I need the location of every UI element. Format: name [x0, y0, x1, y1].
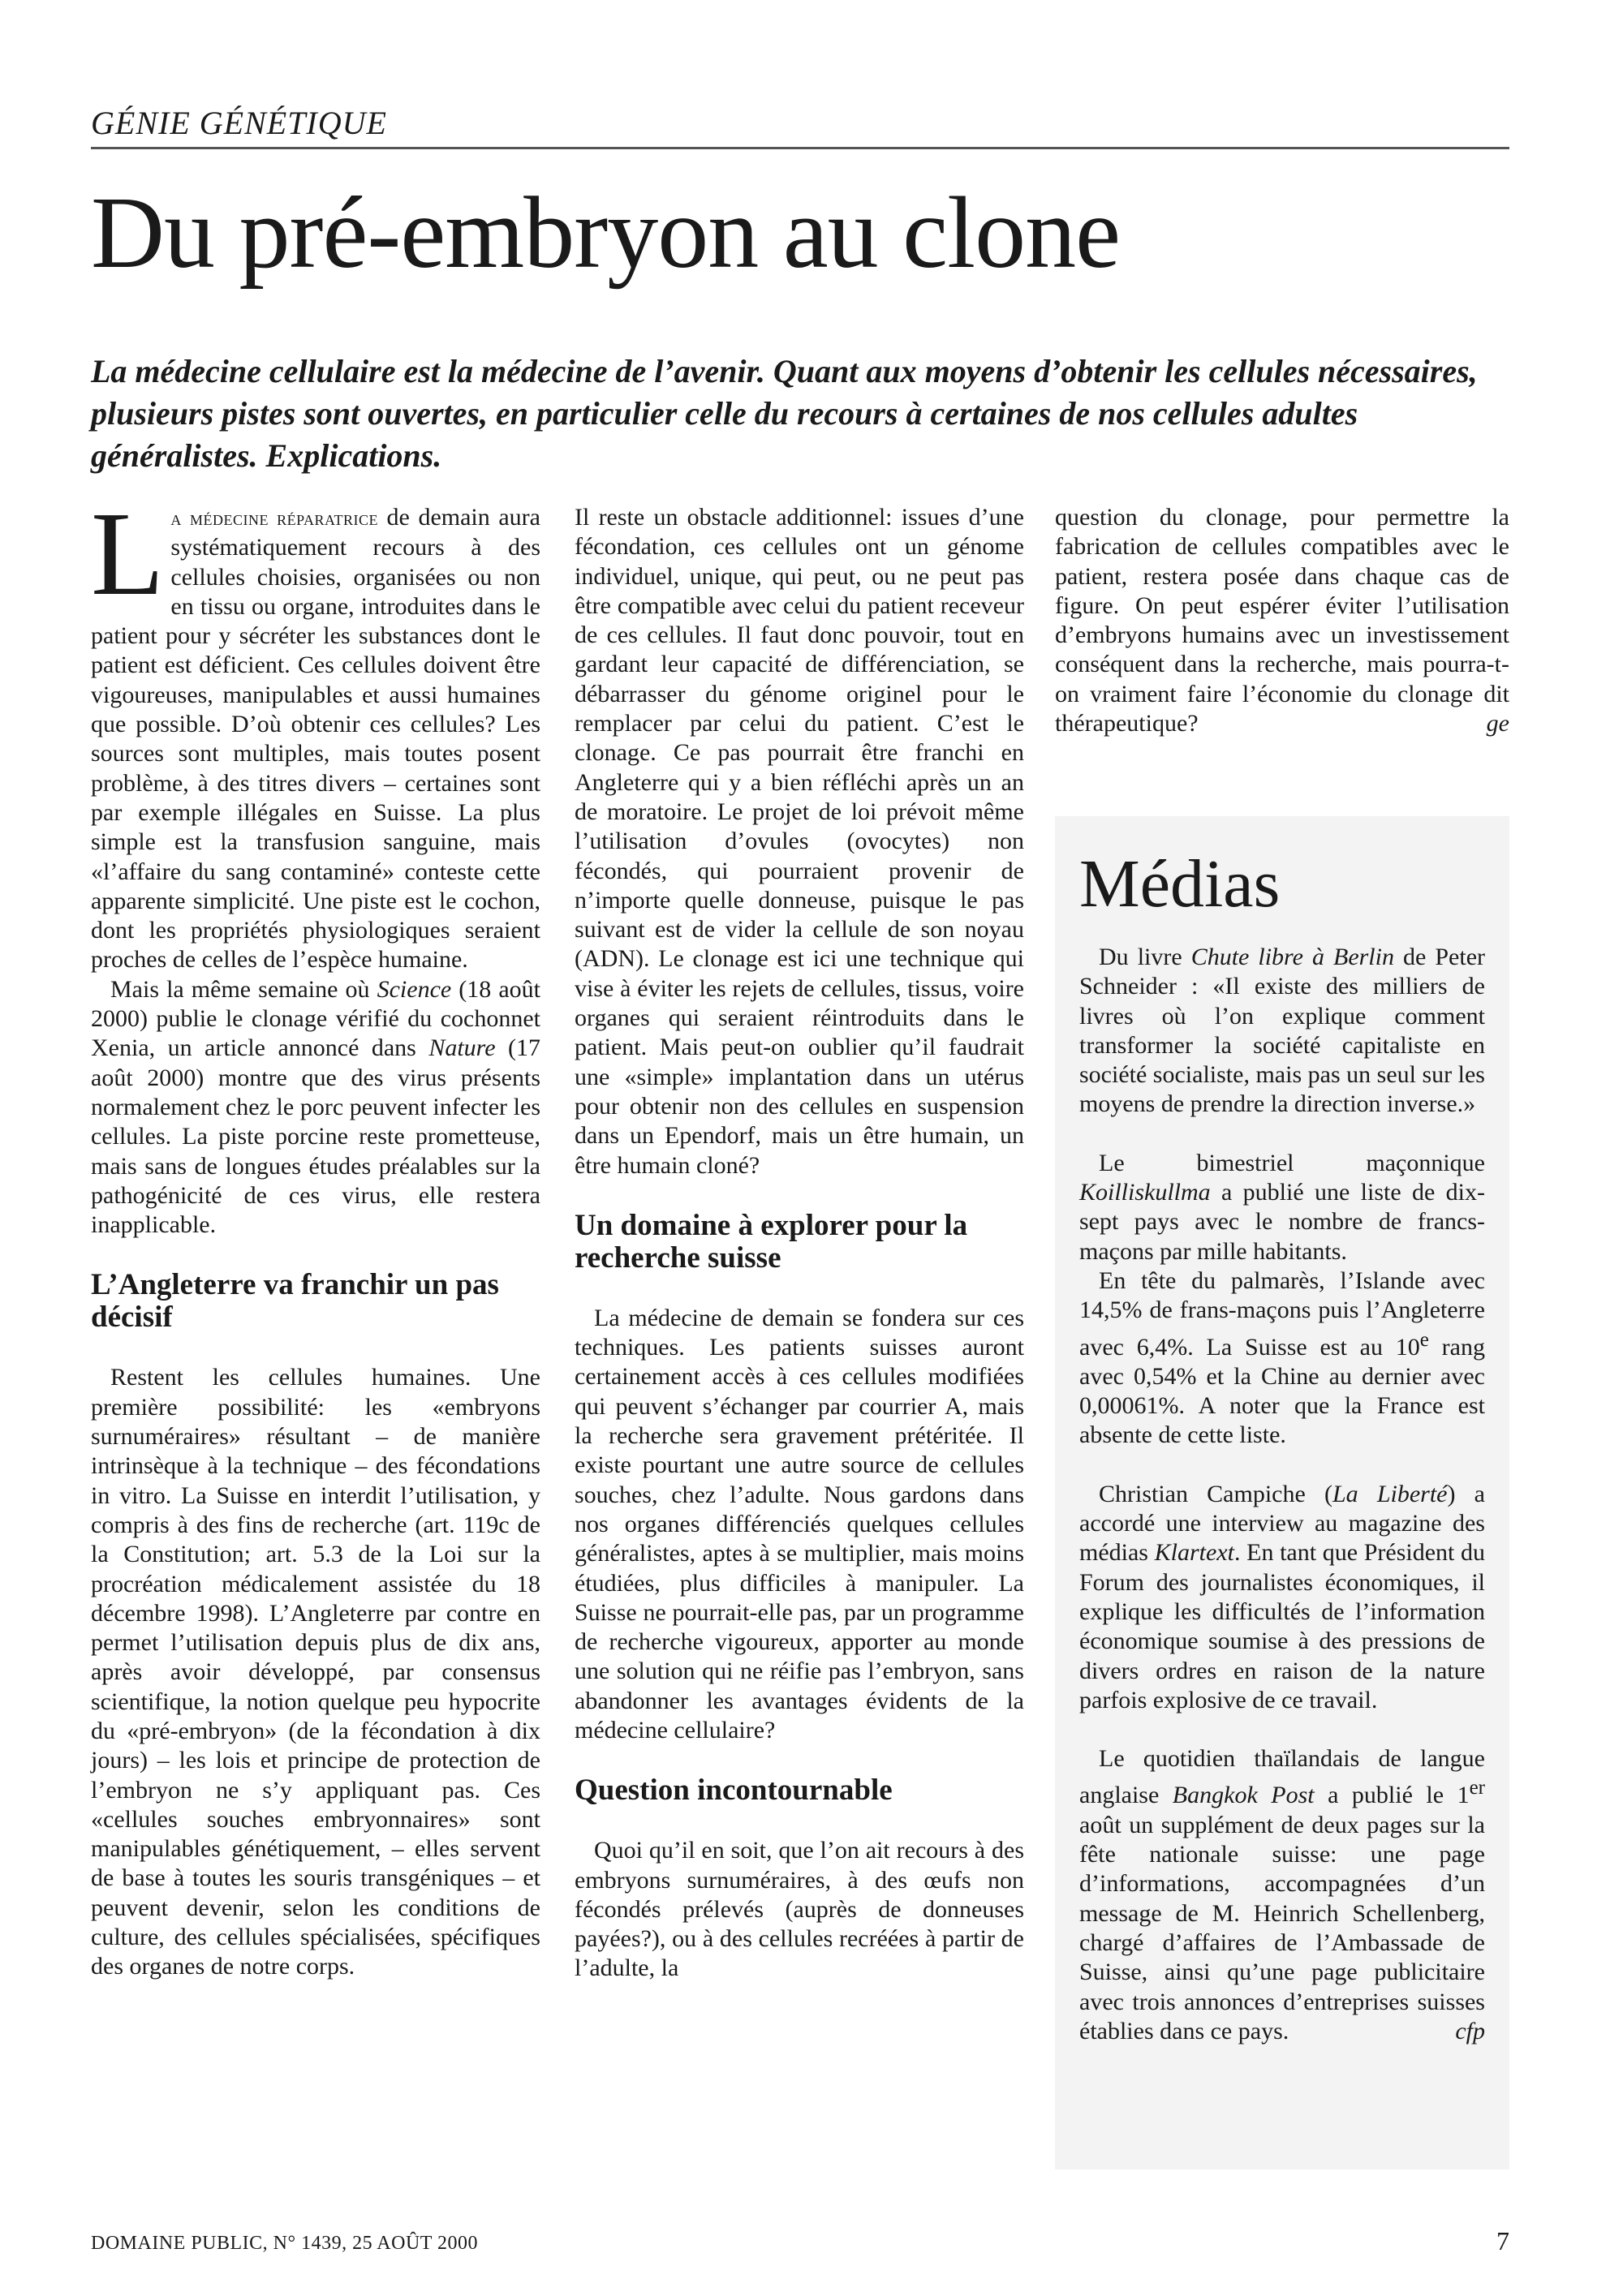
text-run: (17 août 2000) montre que des virus présents normalement chez le porc peuvent infecter les cellules. La piste porcine reste prometteuse, mais sans de longues études préalables sur la pathogénicité de ces virus, elle restera inapplicable. — [91, 1034, 540, 1239]
subheading-angleterre: L’Angleterre va franchir un pas décisif — [91, 1268, 499, 1335]
column-3 — [1055, 503, 1509, 738]
text-run: Le quotidien thaïlandais de langue anglaise — [1079, 1745, 1485, 1809]
page-number: 7 — [1496, 2226, 1509, 2255]
text-run: En tête du palmarès, l’Islande avec 14,5% de frans-maçons puis l’Angleterre avec 6,4%. La Suisse est au 10 — [1079, 1266, 1485, 1361]
text-run: août un supplément de deux pages sur la fête nationale suisse: une page d’informations, accompagnées d’un message de M. Heinrich Schellenberg, chargé d’affaires de l’Ambassade de Suisse, ainsi qu’une page publicitaire avec trois annonces d’entreprises suisses établies dans ce pays. — [1079, 1811, 1485, 2044]
subheading-question: Question incontournable — [575, 1774, 893, 1808]
text-run: . En tant que Président du Forum des journalistes économiques, il explique les difficultés de l’information économique soumise à des pressions de divers ordres en raison de la nature parfois explosive de ce travail. — [1079, 1539, 1486, 1713]
text-run: ) a accordé une interview au magazine des médias — [1079, 1480, 1485, 1567]
journal-name: Science — [377, 975, 452, 1003]
sidebar-content — [1079, 836, 1485, 2046]
text-run: Christian Campiche ( — [1099, 1480, 1332, 1507]
newspaper-name: La Liberté — [1332, 1480, 1448, 1507]
article-lead: La médecine cellulaire est la médecine de l’avenir. Quant aux moyens d’obtenir les cellules nécessaires, plusieurs pistes sont ouvertes, en particulier celle du recours à certaines de nos cellules adultes généralistes. Explications. — [91, 353, 1478, 474]
text-run: Du livre — [1099, 944, 1191, 970]
text-run: de Peter Schneider : «Il existe des milliers de livres où l’on explique comment transformer la société capitaliste en société socialiste, mais pas un seul sur les moyens de prendre la direction inverse.» — [1079, 944, 1485, 1118]
text-run: (18 août 2000) publie le clonage vérifié du cochonnet Xenia, un article annoncé dans — [91, 975, 541, 1062]
paragraph — [91, 975, 540, 1240]
paragraph: La médecine de demain se fondera sur ces techniques. Les patients suisses auront certainement accès à ces cellules modifiées qui peuvent s’échanger par courrier A, mais la recherche sera gravement prétéritée. Il existe pourtant une autre source de cellules souches, chez l’adulte. Nous gardons dans nos organes différenciés quelques cellules généralistes, aptes à se multiplier, mais moins étudiées, plus difficiles à manipuler. La Suisse ne pourrait-elle pas, par un programme de recherche vigoureux, apporter au monde une solution qui ne réifie pas l’embryon, sans abandonner les avantages évidents de la médecine cellulaire? — [575, 1304, 1024, 1743]
magazine-name: Klartext — [1154, 1539, 1234, 1567]
paragraph-text: de demain aura systématiquement recours à des cellules choisies, organisées ou non en tissu ou organe, introduites dans le patient pour y sécréter les substances dont le patient est déficient. Ces cellules doivent être vigoureuses, manipulables et aussi humaines que possible. D’où obtenir ces cellules? Les sources sont multiples, mais toutes posent problème, à des titres divers – certaines sont par exemple illégales en Suisse. La plus simple est la transfusion sanguine, mais «l’affaire du sang contaminé» conteste cette apparente simplicité. Une piste est le cochon, dont les propriétés physiologiques seraient proches de celles de l’espèce humaine. — [91, 504, 540, 974]
sidebar-title: Médias — [1079, 846, 1281, 922]
section-rubric: GÉNIE GÉNÉTIQUE — [91, 104, 1509, 149]
sidebar-item — [1079, 1266, 1485, 1451]
footer-publication: DOMAINE PUBLIC, N° 1439, 25 AOÛT 2000 — [91, 2233, 478, 2254]
journal-name: Nature — [428, 1034, 496, 1062]
column-2 — [575, 503, 1024, 1984]
paragraph: Il reste un obstacle additionnel: issues d’une fécondation, ces cellules ont un génome individuel, unique, qui peut, ou ne peut pas être compatible avec celui du patient receveur de ces cellules. Il faut donc pouvoir, tout en gardant leur capacité de différenciation, se débarrasser du génome originel pour le remplacer par celui du patient. C’est le clonage. Ce pas pourrait être franchi en Angleterre qui y a bien réfléchi après un an de moratoire. Le projet de loi prévoit même l’utilisation d’ovules (ovocytes) non fécondés, qui pourraient provenir de n’importe quelle donneuse, puisque le pas suivant est de vider la cellule de son noyau (ADN). Le clonage est ici une technique qui vise à éviter les rejets de cellules, tissus, voire organes qui seraient réintroduits dans le patient. Mais peut-on oublier qu’il faudrait une «simple» implantation dans un utérus pour obtenir non des cellules en suspension dans un Ependorf, mais un être humain, un être humain cloné? — [575, 504, 1024, 1179]
text-run: Le bimestriel maçonnique — [1099, 1149, 1485, 1176]
drop-cap: L — [91, 488, 165, 621]
text-run: Mais la même semaine où — [110, 975, 377, 1003]
paragraph-continued — [1055, 503, 1509, 738]
text-run: a publié une liste de dix-sept pays avec le nombre de francs-maçons par mille habitants. — [1079, 1179, 1485, 1265]
sidebar-item — [1079, 1744, 1485, 2046]
text-run: a publié le 1 — [1314, 1782, 1470, 1809]
author-signature: ge — [1486, 710, 1509, 737]
sidebar-item — [1079, 943, 1485, 1120]
subheading-domaine: Un domaine à explorer pour la recherche suisse — [575, 1208, 968, 1275]
continued-text-placeholder: question du clonage, pour permettre la fabrication de cellules compatibles avec le patient, restera posée dans chaque cas de figure. On peut espérer éviter l’utilisation d’embryons humains avec un investissement conséquent dans la recherche, mais pourra-t-on vraiment faire l’économie du clonage dit thérapeutique? — [1055, 504, 1509, 737]
superscript: er — [1469, 1777, 1485, 1799]
book-title: Chute libre à Berlin — [1190, 944, 1394, 970]
magazine-name: Koilliskullma — [1079, 1179, 1211, 1206]
paragraph-intro — [91, 488, 540, 975]
intro-smallcaps: a médecine réparatrice — [170, 506, 378, 530]
sidebar-item — [1079, 1149, 1485, 1266]
superscript: e — [1419, 1328, 1429, 1351]
sidebar-signature: cfp — [1455, 2017, 1485, 2044]
newspaper-name: Bangkok Post — [1172, 1782, 1315, 1809]
text-run: rang avec 0,54% et la Chine au dernier avec 0,00061%. A noter que la France est absente de cette liste. — [1079, 1333, 1485, 1449]
paragraph: Quoi qu’il en soit, que l’on ait recours à des embryons surnuméraires, à des œufs non fécondés prélevés (auprès de donneuses payées?), ou à des cellules recréées à partir de l’adulte, la — [575, 1837, 1024, 1982]
paragraph: Restent les cellules humaines. Une première possibilité: les «embryons surnuméraires» résultant – de manière intrinsèque à la technique – des fécondations in vitro. La Suisse en interdit l’utilisation, y compris à des fins de recherche (art. 119c de la Constitution; art. 5.3 de la Loi sur la procréation médicalement assistée du 18 décembre 1998). L’Angleterre par contre en permet l’utilisation depuis plus de dix ans, après avoir développé, par consensus scientifique, la notion quelque peu hypocrite du «pré-embryon» (de la fécondation à dix jours) – les lois et principe de protection de l’embryon ne s’y appliquant pas. Ces «cellules souches embryonnaires» sont manipulables génétiquement, – elles servent de base à toutes les souris transgéniques – et peuvent devenir, selon les conditions de culture, des cellules spécialisées, spécifiques des organes de notre corps. — [91, 1364, 540, 1980]
medias-sidebar — [1055, 816, 1509, 2169]
column-1 — [91, 488, 541, 1982]
sidebar-item — [1079, 1480, 1485, 1715]
article-title: Du pré-embryon au clone — [91, 177, 1121, 290]
